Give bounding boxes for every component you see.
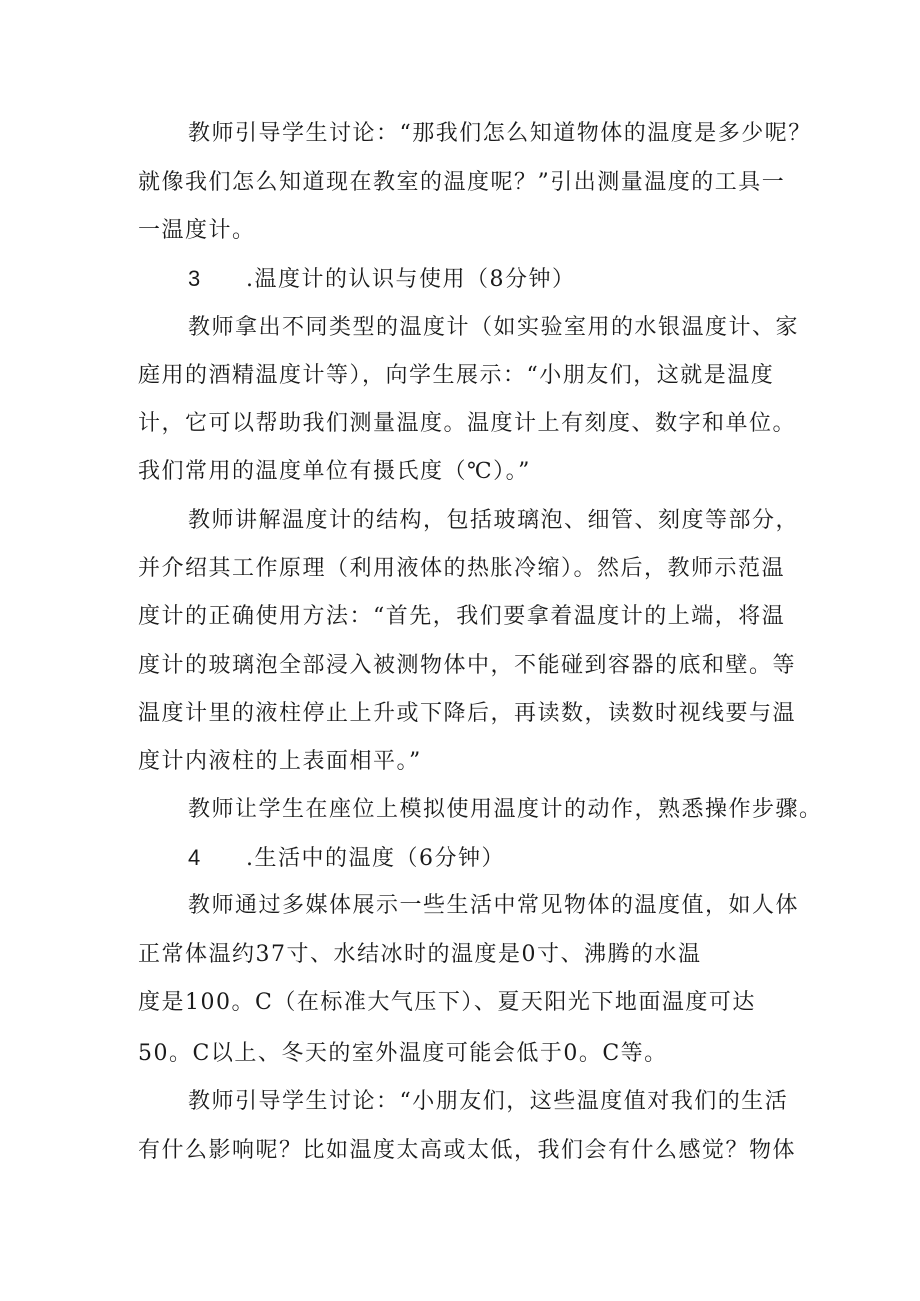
paragraph-line: 教师通过多媒体展示一些生活中常见物体的温度值，如人体 [188, 893, 800, 918]
paragraph-line: 度计的玻璃泡全部浸入被测物体中，不能碰到容器的底和壁。等 [138, 653, 797, 678]
paragraph-line: 教师引导学生讨论：“小朋友们，这些温度值对我们的生活 [188, 1089, 789, 1114]
paragraph-line: 计，它可以帮助我们测量温度。温度计上有刻度、数字和单位。 [138, 411, 797, 436]
paragraph-line: 度计内液柱的上表面相平。” [138, 749, 422, 774]
paragraph-line: 有什么影响呢？比如温度太高或太低，我们会有什么感觉？物体 [138, 1138, 797, 1163]
paragraph-line: 温度计里的液柱停止上升或下降后，再读数，读数时视线要与温 [138, 701, 797, 726]
section-heading-4 [188, 843, 505, 874]
section-number: 4 [188, 845, 202, 870]
paragraph-line: 正常体温约37寸、水结冰时的温度是0寸、沸腾的水温 [138, 942, 702, 967]
section-title: .温度计的认识与使用（8分钟） [246, 267, 576, 292]
paragraph-line: 度计的正确使用方法：“首先，我们要拿着温度计的上端，将温 [138, 604, 786, 629]
paragraph-line: 并介绍其工作原理（利用液体的热胀冷缩）。然后，教师示范温 [138, 556, 786, 581]
paragraph-line: 教师让学生在座位上模拟使用温度计的动作，熟悉操作步骤。 [188, 797, 823, 822]
paragraph-line: 庭用的酒精温度计等），向学生展示：“小朋友们，这就是温度 [138, 363, 775, 388]
paragraph-line: 度是100。C（在标准大气压下）、夏天阳光下地面温度可达 [138, 990, 756, 1015]
paragraph-line: 就像我们怎么知道现在教室的温度呢？”引出测量温度的工具一 [138, 170, 786, 195]
paragraph-line: 我们常用的温度单位有摄氏度（℃）。” [138, 459, 531, 484]
section-heading-3 [188, 264, 576, 295]
section-title: .生活中的温度（6分钟） [246, 846, 505, 871]
paragraph-line: 教师引导学生讨论：“那我们怎么知道物体的温度是多少呢？ [188, 121, 812, 146]
paragraph-line: 50。C以上、冬天的室外温度可能会低于0。C等。 [138, 1041, 668, 1066]
paragraph-line: 教师拿出不同类型的温度计（如实验室用的水银温度计、家 [188, 315, 800, 340]
section-number: 3 [188, 266, 202, 291]
paragraph-line: 一温度计。 [138, 218, 256, 243]
paragraph-line: 教师讲解温度计的结构，包括玻璃泡、细管、刻度等部分， [188, 508, 800, 533]
